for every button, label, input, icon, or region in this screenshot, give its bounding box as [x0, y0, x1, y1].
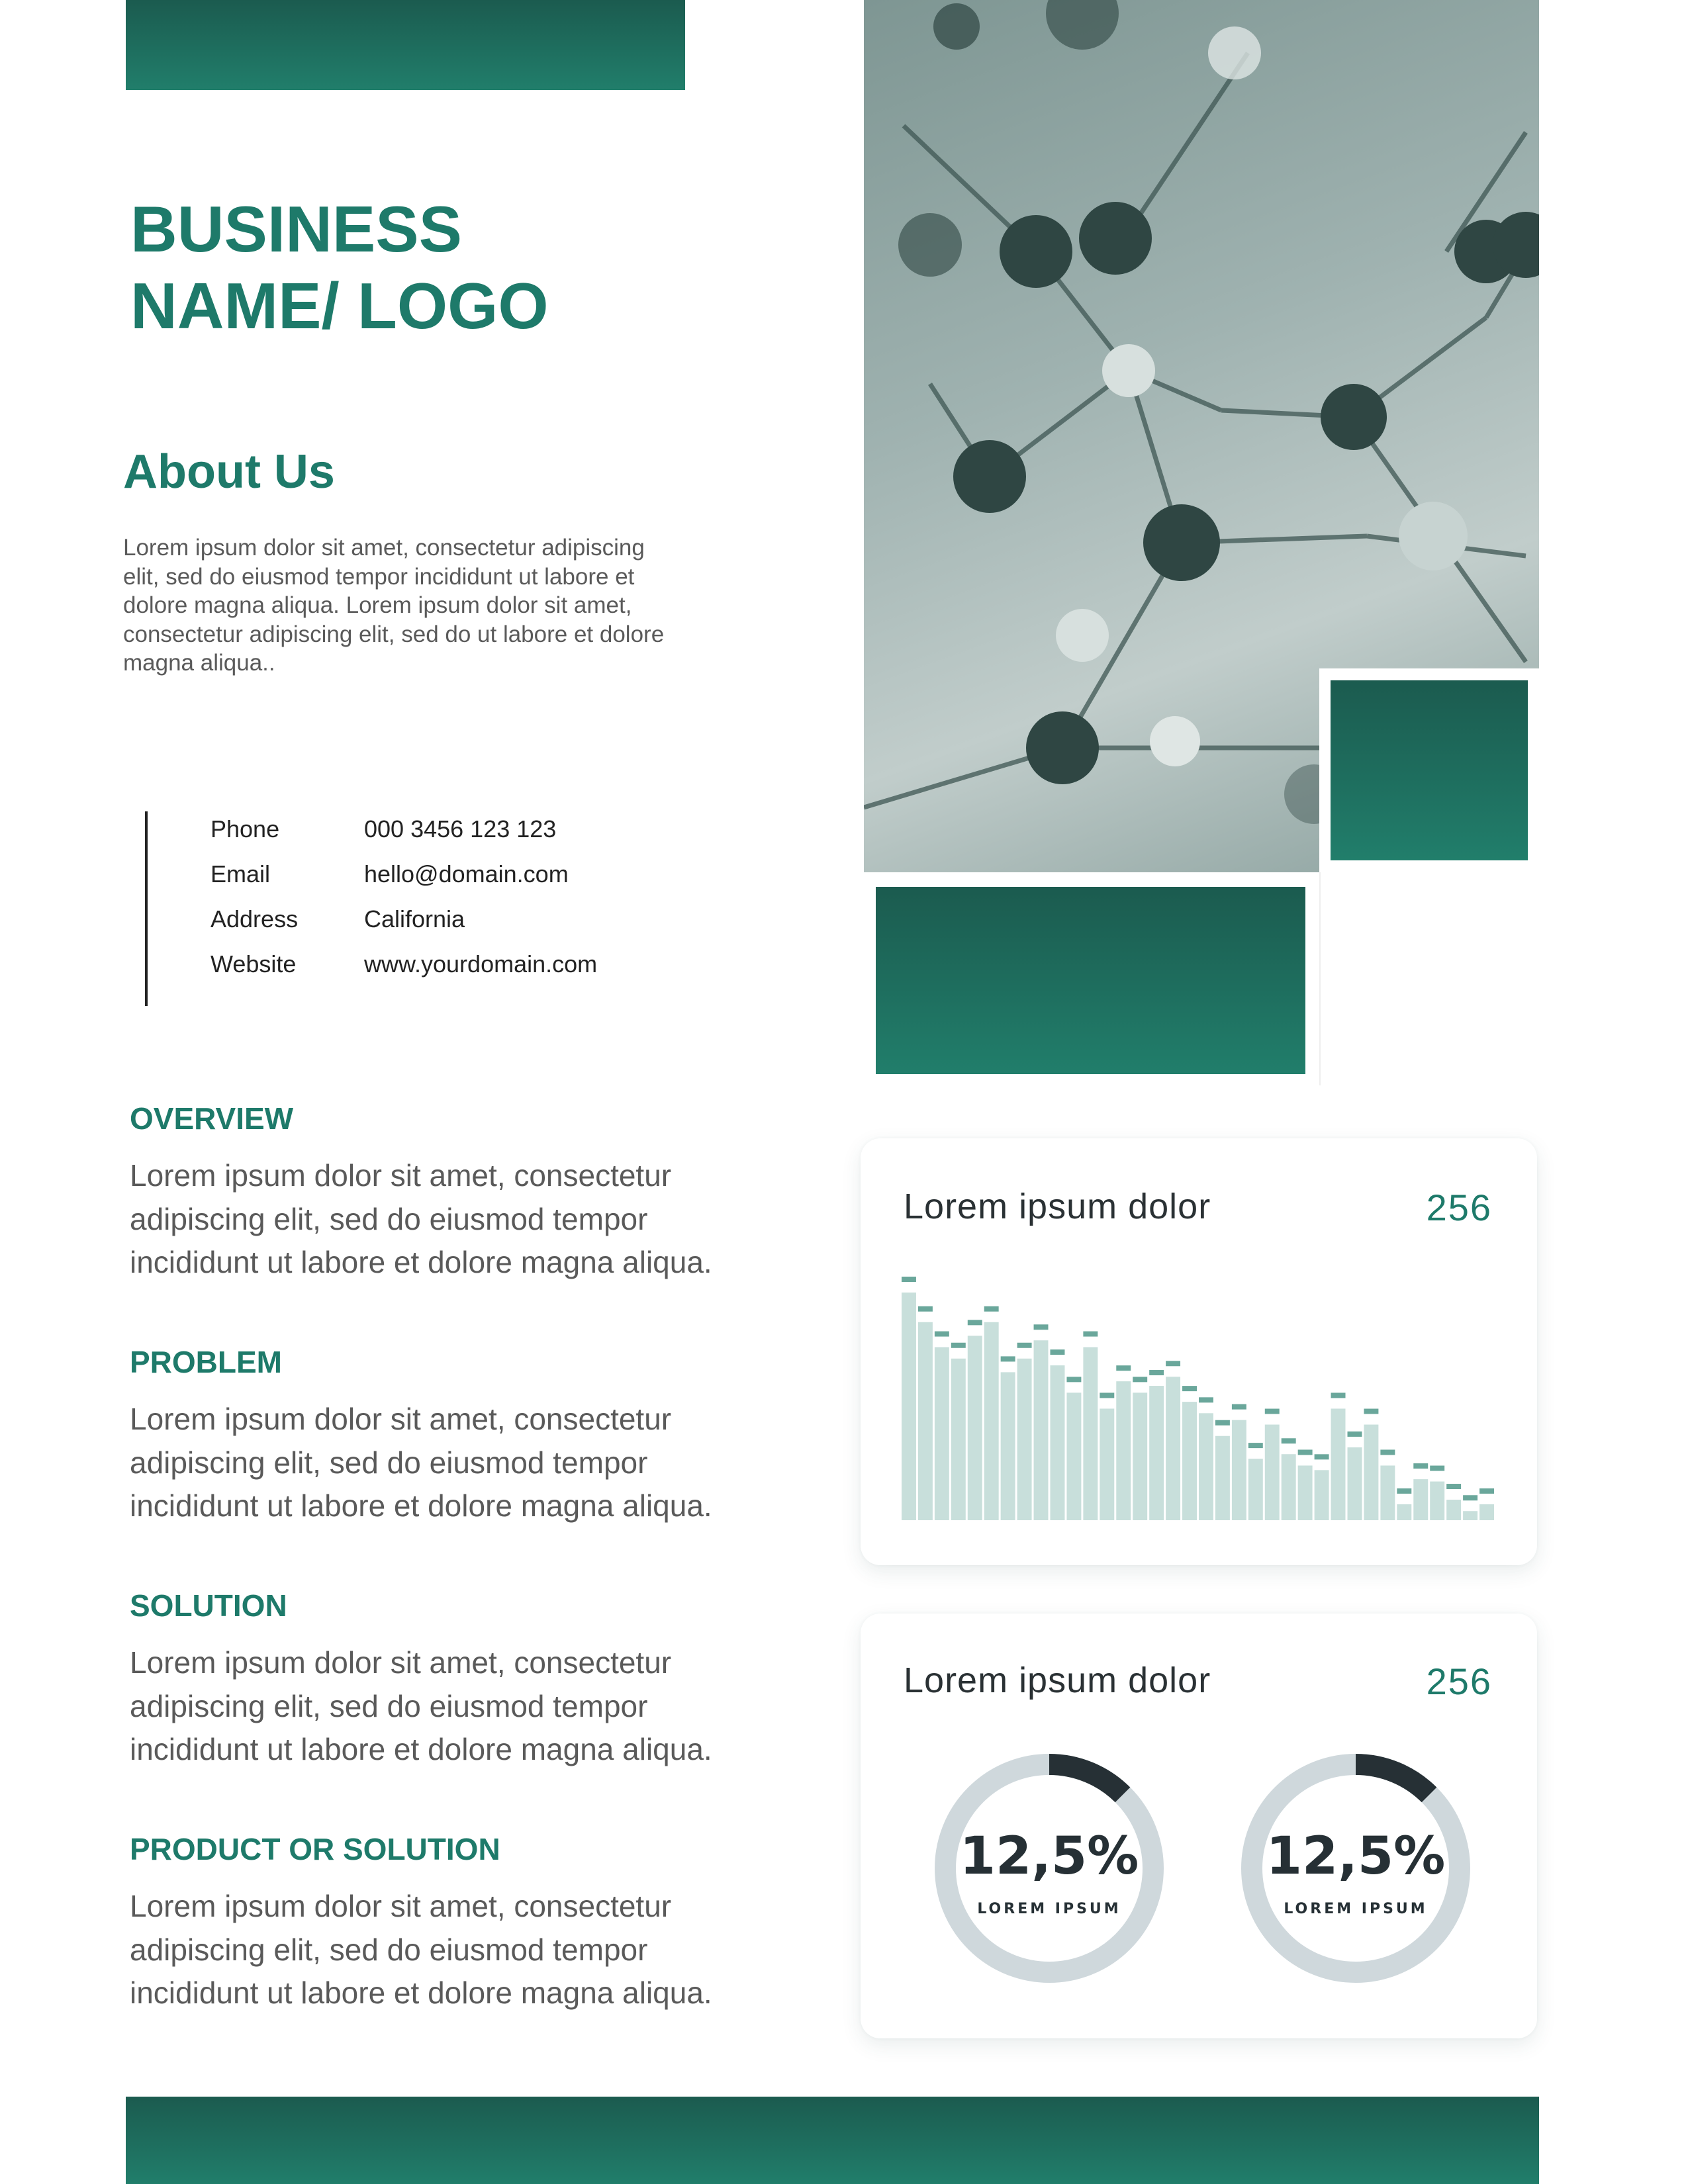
bar [1215, 1436, 1230, 1520]
bar-marker [1149, 1370, 1164, 1375]
bar [1380, 1465, 1395, 1520]
bar [1001, 1372, 1015, 1520]
contact-value: www.yourdomain.com [364, 950, 598, 978]
bar-marker [935, 1332, 949, 1337]
section-text-problem: Lorem ipsum dolor sit amet, consectetur adipiscing elit, sed do eiusmod tempor incididunt ut labore et dolore magna aliqua. [130, 1402, 712, 1523]
contact-value: hello@domain.com [364, 860, 569, 887]
bar-marker [968, 1320, 982, 1325]
bar [1017, 1359, 1032, 1520]
donut-chart-card [861, 1614, 1537, 2038]
bar [1034, 1340, 1049, 1520]
bar [1463, 1511, 1477, 1520]
bar-marker [1066, 1377, 1081, 1382]
bar [902, 1293, 916, 1520]
bar-marker [1463, 1495, 1477, 1500]
bar [1133, 1392, 1147, 1520]
bar-marker [1100, 1392, 1114, 1398]
accent-square [1331, 680, 1528, 860]
donut-segment [1356, 1764, 1429, 1795]
bar-marker [918, 1306, 933, 1312]
logo-line-2: NAME/ LOGO [130, 269, 549, 342]
bar-chart-card [861, 1138, 1537, 1565]
bar-marker [1083, 1332, 1098, 1337]
about-text: Lorem ipsum dolor sit amet, consectetur adipiscing elit, sed do eiusmod tempor incididunt ut labore et dolore magna aliqua. Lorem ipsum dolor sit amet, consectetur adipiscing elit, sed do ut labore et dolore magna aliqua.. [123, 535, 665, 676]
bar [1331, 1408, 1346, 1520]
contact-value: California [364, 905, 465, 933]
bar [951, 1359, 966, 1520]
contact-label: Email [211, 860, 271, 887]
bar [1051, 1365, 1065, 1520]
bar-marker [1446, 1484, 1461, 1489]
contact-phone [211, 815, 556, 843]
bar [1232, 1420, 1246, 1520]
card-number: 256 [1426, 1187, 1492, 1228]
bar-marker [1034, 1324, 1049, 1330]
bar [1479, 1504, 1494, 1520]
bar-marker [1199, 1397, 1213, 1402]
contact-email [211, 860, 569, 888]
bar-marker [1282, 1438, 1296, 1443]
donut-charts [861, 1614, 1537, 2038]
bar-marker [902, 1277, 916, 1282]
bar [1397, 1504, 1411, 1520]
contact-value: 000 3456 123 123 [364, 815, 557, 842]
bar [1430, 1482, 1444, 1520]
bar-marker [1232, 1404, 1246, 1410]
business-logo [130, 191, 549, 344]
card-title: Lorem ipsum dolor [904, 1661, 1211, 1700]
section-text-overview: Lorem ipsum dolor sit amet, consectetur adipiscing elit, sed do eiusmod tempor incididunt ut labore et dolore magna aliqua. [130, 1158, 712, 1279]
bar-marker [1331, 1392, 1346, 1398]
bar-marker [1348, 1432, 1362, 1437]
bar [1083, 1347, 1098, 1520]
bar [1282, 1454, 1296, 1520]
donut-value: 12,5% [959, 1827, 1139, 1886]
logo-line-1: BUSINESS [130, 193, 463, 265]
contact-label: Phone [211, 815, 280, 842]
bar-marker [1298, 1449, 1313, 1455]
section-heading-product: PRODUCT OR SOLUTION [130, 1832, 500, 1866]
bar [1100, 1408, 1114, 1520]
bar [1149, 1386, 1164, 1520]
top-accent-bar [126, 0, 685, 90]
bar [1248, 1459, 1263, 1520]
bar [1199, 1413, 1213, 1520]
contact-label: Address [211, 905, 299, 933]
bar-marker [1001, 1356, 1015, 1361]
bar-marker [951, 1343, 966, 1348]
contact-label: Website [211, 950, 297, 978]
contact-divider [145, 811, 148, 1006]
bar [984, 1322, 999, 1520]
contact-address [211, 905, 465, 933]
bar-marker [1380, 1449, 1395, 1455]
bar-marker [984, 1306, 999, 1312]
section-heading-overview: OVERVIEW [130, 1101, 294, 1136]
bar [1265, 1425, 1280, 1520]
bar [1413, 1479, 1428, 1520]
card-title: Lorem ipsum dolor [904, 1187, 1211, 1226]
bottom-accent-bar [126, 2097, 1539, 2184]
section-heading-problem: PROBLEM [130, 1345, 282, 1379]
bar-marker [1413, 1463, 1428, 1469]
bar-marker [1265, 1409, 1280, 1414]
bar [935, 1347, 949, 1520]
bar-marker [1215, 1420, 1230, 1426]
donut-caption: LOREM IPSUM [1284, 1901, 1428, 1917]
section-text-product: Lorem ipsum dolor sit amet, consectetur adipiscing elit, sed do eiusmod tempor incididunt ut labore et dolore magna aliqua. [130, 1889, 712, 2010]
bar [1116, 1381, 1131, 1520]
bar [1182, 1402, 1197, 1520]
section-heading-solution: SOLUTION [130, 1588, 287, 1623]
donut-segment [1049, 1764, 1123, 1795]
accent-rectangle [876, 887, 1305, 1074]
card-number: 256 [1426, 1661, 1492, 1702]
bar [1315, 1470, 1329, 1520]
bar-marker [1364, 1409, 1378, 1414]
bar-marker [1116, 1365, 1131, 1371]
bar [1348, 1447, 1362, 1520]
bar [918, 1322, 933, 1520]
bar-marker [1248, 1443, 1263, 1448]
section-text-solution: Lorem ipsum dolor sit amet, consectetur adipiscing elit, sed do eiusmod tempor incididunt ut labore et dolore magna aliqua. [130, 1645, 712, 1766]
bar-marker [1397, 1488, 1411, 1494]
bar-marker [1315, 1454, 1329, 1459]
bar-marker [1182, 1386, 1197, 1391]
bar [968, 1336, 982, 1520]
donut-value: 12,5% [1266, 1827, 1446, 1886]
bar [1166, 1377, 1180, 1520]
bar [1066, 1392, 1081, 1520]
donut-caption: LOREM IPSUM [977, 1901, 1121, 1917]
bar [1446, 1500, 1461, 1520]
bar-marker [1430, 1466, 1444, 1471]
bar [1364, 1425, 1378, 1520]
about-title: About Us [123, 445, 335, 498]
bar [1298, 1465, 1313, 1520]
bar-marker [1133, 1377, 1147, 1382]
contact-website [211, 950, 597, 978]
bar-marker [1051, 1349, 1065, 1355]
bar-marker [1017, 1343, 1032, 1348]
bar-marker [1166, 1361, 1180, 1366]
bar-chart [902, 1274, 1496, 1520]
bar-marker [1479, 1488, 1494, 1494]
